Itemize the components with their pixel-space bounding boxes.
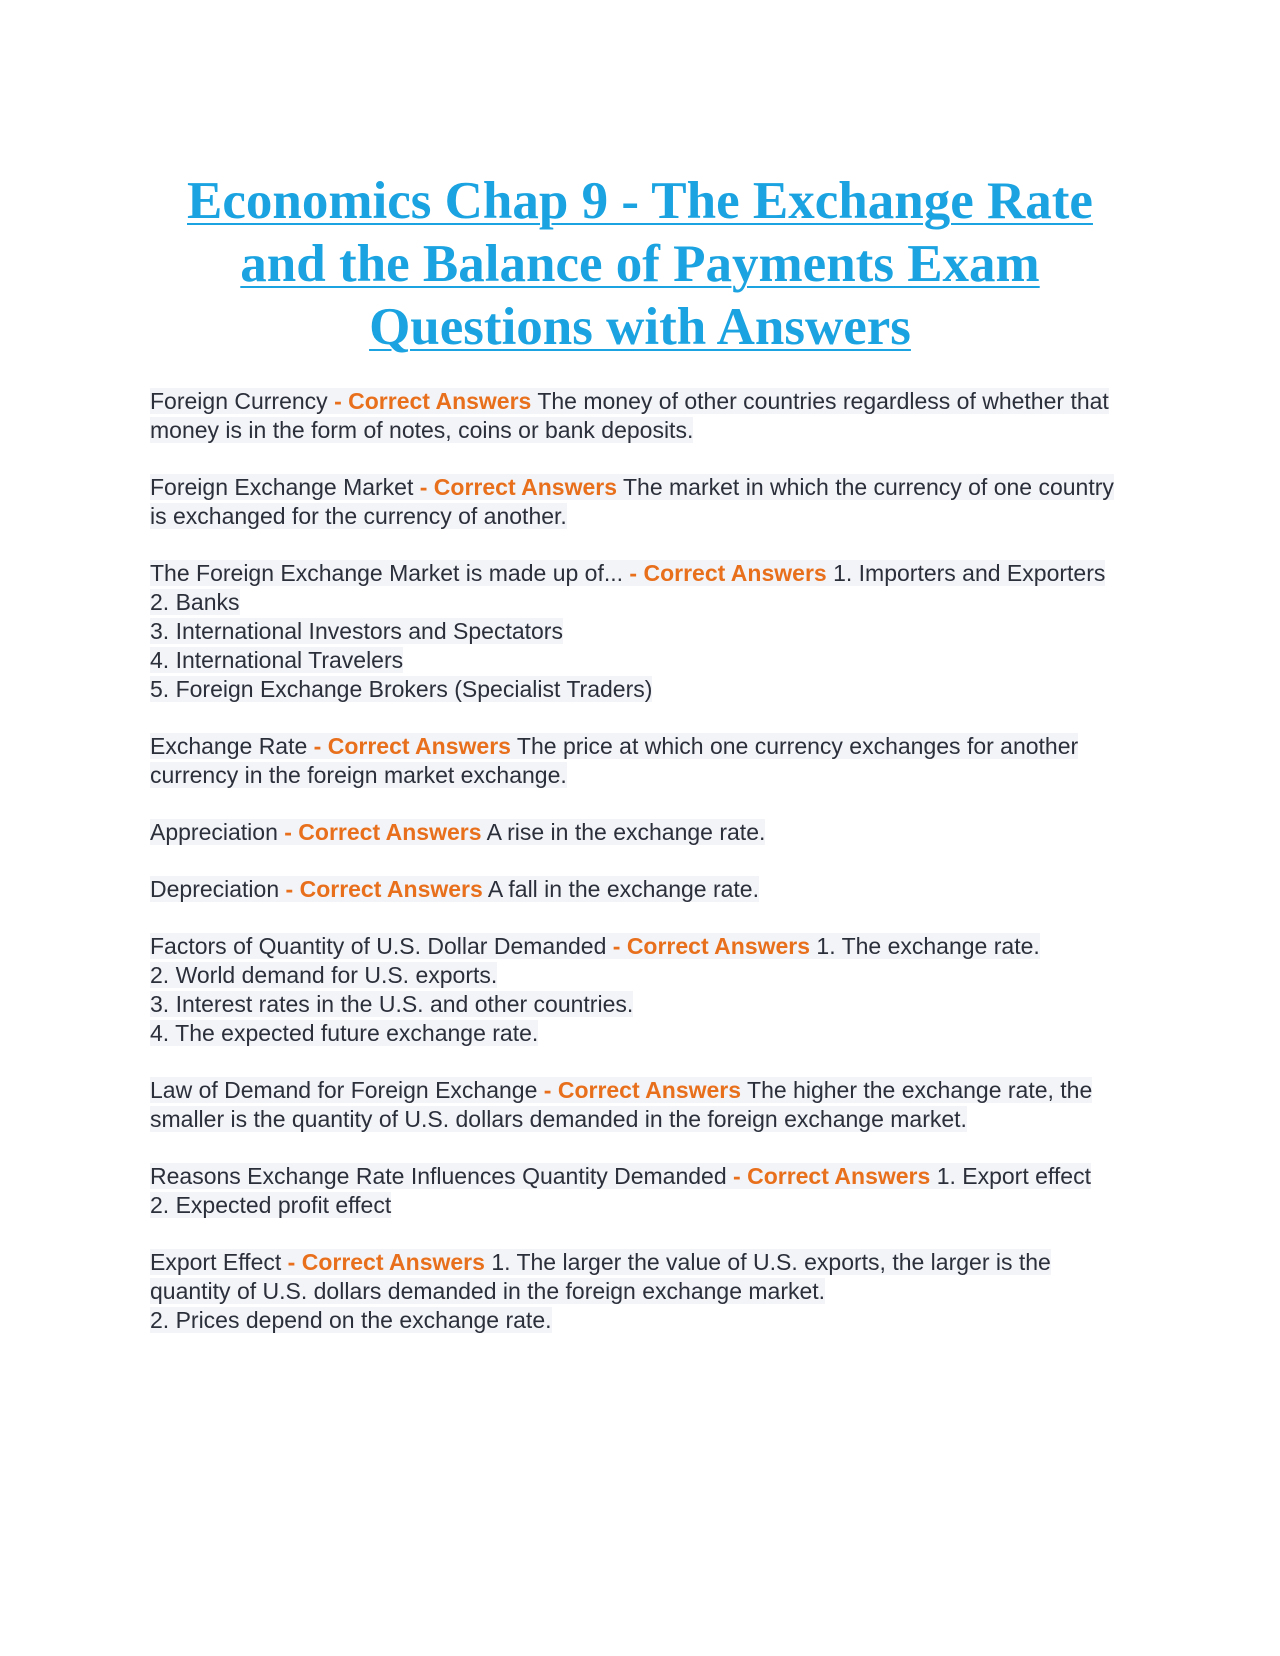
qa-entry [150,932,1130,1048]
qa-answer-line: 3. Interest rates in the U.S. and other countries. [150,991,634,1017]
qa-term: Law of Demand for Foreign Exchange [150,1077,538,1103]
qa-answer: 1. Export effect [936,1163,1091,1189]
qa-term: Exchange Rate [150,733,308,759]
qa-term: Foreign Exchange Market [150,474,414,500]
qa-answer-line: 4. The expected future exchange rate. [150,1020,539,1046]
correct-answers-label: - Correct Answers [313,733,511,759]
qa-list [150,387,1130,1335]
qa-term: Reasons Exchange Rate Influences Quantity Demanded [150,1163,727,1189]
qa-entry [150,387,1130,445]
qa-term: Factors of Quantity of U.S. Dollar Demanded [150,933,607,959]
qa-term: The Foreign Exchange Market is made up of... [150,560,624,586]
correct-answers-label: - Correct Answers [612,933,811,959]
qa-answer: The higher the exchange rate, the smaller is the quantity of U.S. dollars demanded in the foreign exchange market. [150,1077,1093,1132]
correct-answers-label: - Correct Answers [334,388,532,414]
qa-answer: A rise in the exchange rate. [486,819,766,845]
qa-entry [150,875,1130,904]
document-title: Economics Chap 9 - The Exchange Rate and the Balance of Payments Exam Questions with Answers [187,172,1093,356]
correct-answers-label: - Correct Answers [287,1249,485,1275]
qa-answer: 1. Importers and Exporters [833,560,1106,586]
qa-answer-line: 3. International Investors and Spectators [150,618,563,644]
qa-answer-line: 4. International Travelers [150,647,404,673]
qa-entry [150,559,1130,704]
qa-entry [150,818,1130,847]
qa-answer: 1. The exchange rate. [816,933,1040,959]
correct-answers-label: - Correct Answers [285,876,483,902]
qa-answer-line: 2. Expected profit effect [150,1192,392,1218]
correct-answers-label: - Correct Answers [629,560,827,586]
qa-entry [150,1162,1130,1220]
qa-entry [150,1248,1130,1335]
qa-answer: The price at which one currency exchanges for another currency in the foreign market exchange. [150,733,1079,788]
qa-entry [150,1076,1130,1134]
qa-answer: The market in which the currency of one country is exchanged for the currency of another. [150,474,1114,529]
qa-term: Foreign Currency [150,388,328,414]
qa-entry [150,732,1130,790]
qa-answer-line: 2. Banks [150,589,240,615]
qa-entry [150,473,1130,531]
qa-answer: 1. The larger the value of U.S. exports, the larger is the quantity of U.S. dollars demanded in the foreign exchange market. [150,1249,1051,1304]
qa-answer-line: 2. World demand for U.S. exports. [150,962,498,988]
qa-answer: A fall in the exchange rate. [487,876,759,902]
correct-answers-label: - Correct Answers [284,819,482,845]
correct-answers-label: - Correct Answers [419,474,618,500]
correct-answers-label: - Correct Answers [543,1077,742,1103]
qa-answer-line: 5. Foreign Exchange Brokers (Specialist Traders) [150,676,653,702]
correct-answers-label: - Correct Answers [733,1163,931,1189]
qa-answer: The money of other countries regardless of whether that money is in the form of notes, coins or bank deposits. [150,388,1109,443]
qa-term: Depreciation [150,876,280,902]
qa-answer-line: 2. Prices depend on the exchange rate. [150,1307,552,1333]
qa-term: Export Effect [150,1249,282,1275]
qa-term: Appreciation [150,819,278,845]
document-page [150,170,1130,1363]
